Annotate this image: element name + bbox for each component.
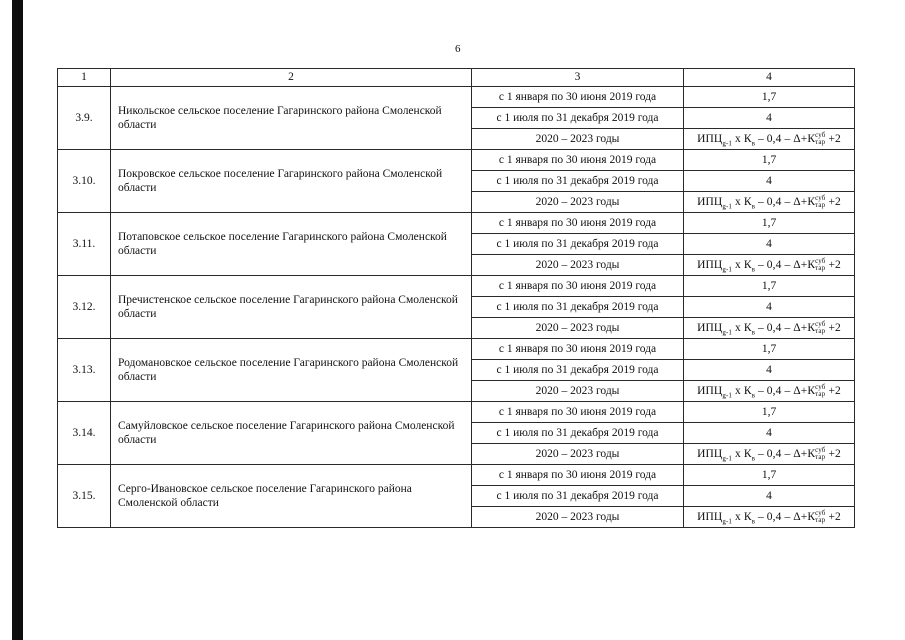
column-header: 3 xyxy=(472,69,684,87)
row-number: 3.9. xyxy=(58,87,111,150)
settlement-name: Серго-Ивановское сельское поселение Гагаринского района Смоленской области xyxy=(111,465,472,528)
formula-cell xyxy=(684,318,855,339)
row-number: 3.10. xyxy=(58,150,111,213)
table-row xyxy=(58,87,855,108)
value-cell: 1,7 xyxy=(684,339,855,360)
value-cell: 4 xyxy=(684,108,855,129)
period-cell: с 1 июля по 31 декабря 2019 года xyxy=(472,171,684,192)
table-row xyxy=(58,276,855,297)
table-row xyxy=(58,465,855,486)
settlement-name: Покровское сельское поселение Гагаринского района Смоленской области xyxy=(111,150,472,213)
column-header: 1 xyxy=(58,69,111,87)
period-cell: 2020 – 2023 годы xyxy=(472,444,684,465)
value-cell: 1,7 xyxy=(684,402,855,423)
value-cell: 4 xyxy=(684,486,855,507)
value-cell: 4 xyxy=(684,171,855,192)
value-cell: 1,7 xyxy=(684,213,855,234)
row-number: 3.14. xyxy=(58,402,111,465)
period-cell: 2020 – 2023 годы xyxy=(472,129,684,150)
formula: $ИПЦ_{g-1}$ x $К_в - 0,4 - \Delta+К$ суб тар +2 xyxy=(697,257,841,274)
formula-cell xyxy=(684,129,855,150)
formula: $ИПЦ_{g-1}$ x $К_в - 0,4 - \Delta+К$ суб тар +2 xyxy=(697,383,841,400)
period-cell: с 1 июля по 31 декабря 2019 года xyxy=(472,360,684,381)
period-cell: 2020 – 2023 годы xyxy=(472,192,684,213)
period-cell: 2020 – 2023 годы xyxy=(472,381,684,402)
settlement-name: Пречистенское сельское поселение Гагаринского района Смоленской области xyxy=(111,276,472,339)
period-cell: 2020 – 2023 годы xyxy=(472,318,684,339)
period-cell: 2020 – 2023 годы xyxy=(472,507,684,528)
row-number: 3.15. xyxy=(58,465,111,528)
period-cell: с 1 июля по 31 декабря 2019 года xyxy=(472,234,684,255)
binding-edge xyxy=(12,0,23,640)
formula-cell xyxy=(684,381,855,402)
period-cell: с 1 января по 30 июня 2019 года xyxy=(472,339,684,360)
formula-cell xyxy=(684,255,855,276)
row-number: 3.11. xyxy=(58,213,111,276)
value-cell: 1,7 xyxy=(684,87,855,108)
settlement-name: Родомановское сельское поселение Гагаринского района Смоленской области xyxy=(111,339,472,402)
page-number: 6 xyxy=(455,43,461,55)
value-cell: 1,7 xyxy=(684,465,855,486)
formula: $ИПЦ_{g-1}$ x $К_в - 0,4 - \Delta+К$ суб тар +2 xyxy=(697,320,841,337)
settlement-name: Никольское сельское поселение Гагаринского района Смоленской области xyxy=(111,87,472,150)
period-cell: с 1 июля по 31 декабря 2019 года xyxy=(472,297,684,318)
table-row xyxy=(58,213,855,234)
period-cell: с 1 июля по 31 декабря 2019 года xyxy=(472,486,684,507)
formula: $ИПЦ_{g-1}$ x $К_в - 0,4 - \Delta+К$ суб тар +2 xyxy=(697,194,841,211)
table-header-row xyxy=(58,69,855,87)
column-header: 2 xyxy=(111,69,472,87)
table-row xyxy=(58,339,855,360)
formula: $ИПЦ_{g-1}$ x $К_в - 0,4 - \Delta+К$ суб тар +2 xyxy=(697,131,841,148)
table-row xyxy=(58,402,855,423)
formula: $ИПЦ_{g-1}$ x $К_в - 0,4 - \Delta+К$ суб тар +2 xyxy=(697,509,841,526)
period-cell: с 1 января по 30 июня 2019 года xyxy=(472,213,684,234)
value-cell: 4 xyxy=(684,234,855,255)
value-cell: 4 xyxy=(684,423,855,444)
period-cell: с 1 января по 30 июня 2019 года xyxy=(472,87,684,108)
formula: $ИПЦ_{g-1}$ x $К_в - 0,4 - \Delta+К$ суб тар +2 xyxy=(697,446,841,463)
tariff-table xyxy=(57,68,855,528)
column-header: 4 xyxy=(684,69,855,87)
value-cell: 1,7 xyxy=(684,150,855,171)
value-cell: 4 xyxy=(684,297,855,318)
table-body xyxy=(58,69,855,528)
formula-cell xyxy=(684,444,855,465)
period-cell: с 1 января по 30 июня 2019 года xyxy=(472,465,684,486)
row-number: 3.12. xyxy=(58,276,111,339)
settlement-name: Потаповское сельское поселение Гагаринского района Смоленской области xyxy=(111,213,472,276)
value-cell: 4 xyxy=(684,360,855,381)
formula-cell xyxy=(684,192,855,213)
settlement-name: Самуйловское сельское поселение Гагаринского района Смоленской области xyxy=(111,402,472,465)
table-row xyxy=(58,150,855,171)
value-cell: 1,7 xyxy=(684,276,855,297)
period-cell: с 1 июля по 31 декабря 2019 года xyxy=(472,108,684,129)
period-cell: 2020 – 2023 годы xyxy=(472,255,684,276)
period-cell: с 1 января по 30 июня 2019 года xyxy=(472,150,684,171)
formula-cell xyxy=(684,507,855,528)
period-cell: с 1 июля по 31 декабря 2019 года xyxy=(472,423,684,444)
row-number: 3.13. xyxy=(58,339,111,402)
period-cell: с 1 января по 30 июня 2019 года xyxy=(472,402,684,423)
period-cell: с 1 января по 30 июня 2019 года xyxy=(472,276,684,297)
